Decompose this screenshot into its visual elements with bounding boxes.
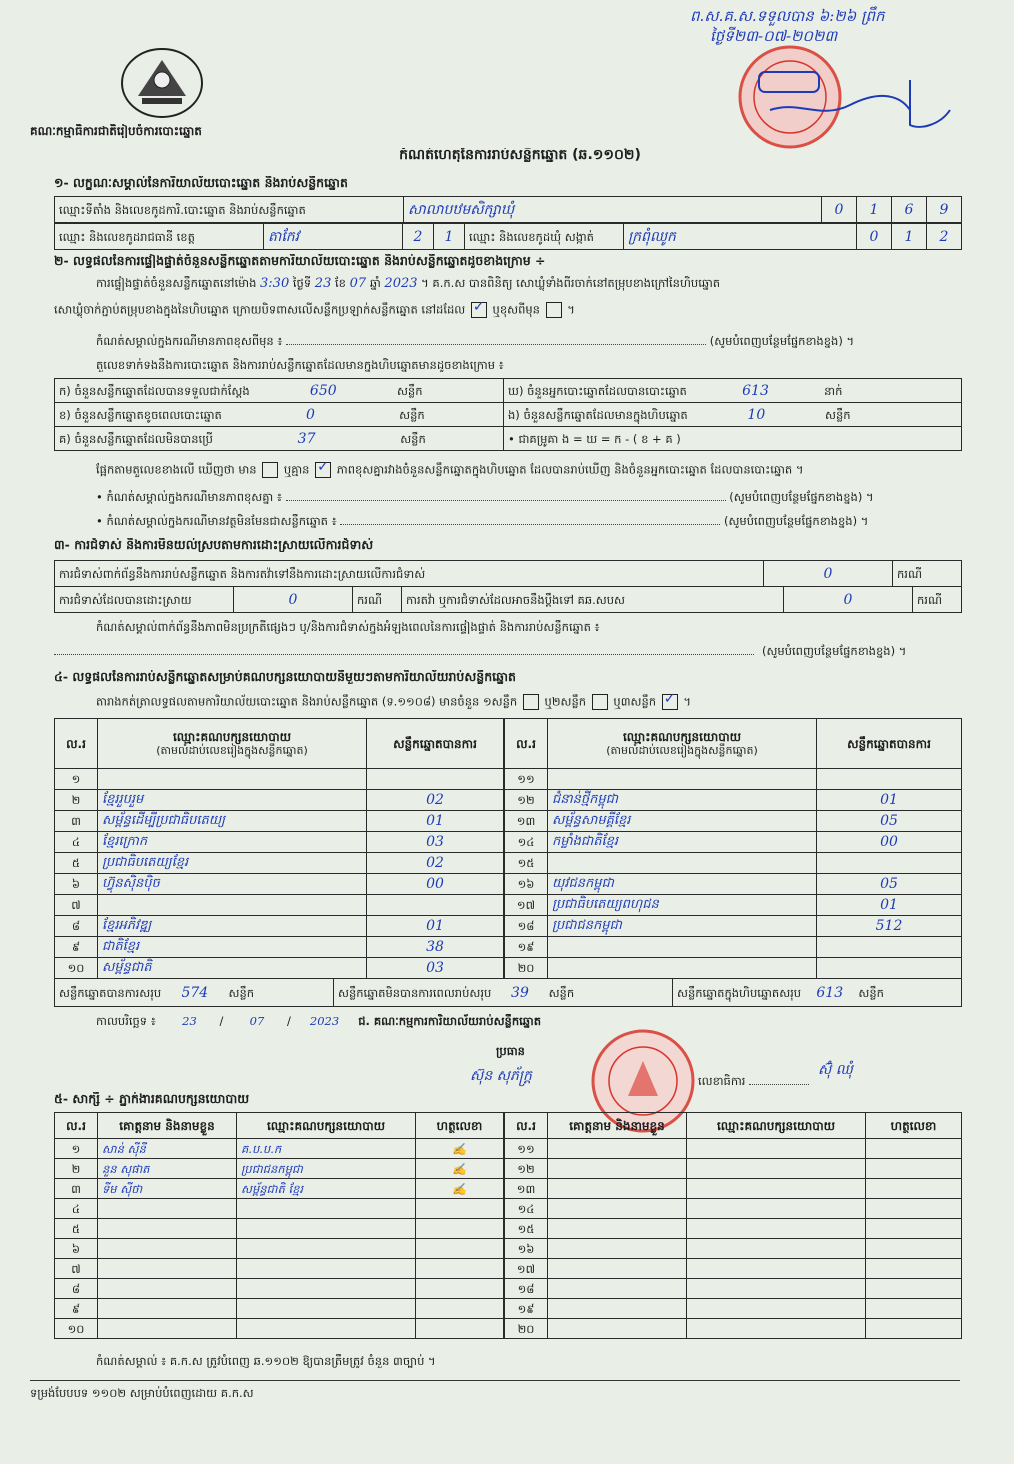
section1-table-row2 xyxy=(54,223,962,250)
witness-signature xyxy=(416,1299,504,1319)
witness-row xyxy=(55,1219,504,1239)
party-votes xyxy=(817,769,962,790)
row-number: ១៣ xyxy=(505,1179,548,1199)
party-name xyxy=(548,958,817,979)
party-votes: 03 xyxy=(367,832,504,853)
party-votes: 02 xyxy=(367,853,504,874)
row-number: ១៦ xyxy=(505,874,548,895)
section5-heading: ៥- សាក្សី ÷ ភ្នាក់ងារគណបក្សនយោបាយ xyxy=(54,1092,250,1106)
party-votes: 05 xyxy=(817,874,962,895)
witness-name xyxy=(548,1159,687,1179)
numbers-table: ក) ចំនួនសន្លឹកឆ្នោតដែលបានទទួលជាក់ស្តែង 650 សន្លឹក ឃ) ចំនួនអ្នកបោះឆ្នោតដែលបានបោះឆ្នោត 613 នាក់ ខ) ចំនួនសន្លឹកឆ្នោតខូចពេលបោះឆ្នោត 0 សន្លឹក ង) ចំនួនសន្លឹកឆ្នោតដែលមានក្នុងហិបឆ្នោត 10 សន្លឹក គ) ចំនួនសន្លឹកឆ្នោតដែលមិនបានប្រើ 37 សន្លឹក • ជាគម្រូគា ង = ឃ = ក - ( ខ + គ ) xyxy=(54,378,962,451)
lock-note-line: កំណត់សម្គាល់ក្នុងករណីមានភាពខុសពីមុន ៖ (សូមបំពេញបន្ថែមផ្នែកខាងខ្នង) ។ xyxy=(96,334,855,348)
results-row xyxy=(505,958,962,979)
signature-scribble xyxy=(760,70,960,140)
results-totals: សន្លឹកឆ្នោតបានការសរុប 574 សន្លឹក សន្លឹកឆ្នោតមិនបានការពេលរាប់សរុប 39 សន្លឹក សន្លឹកឆ្នោតក្នុងហិបឆ្នោតសរុប 613 សន្លឹក xyxy=(54,978,962,1007)
party-votes xyxy=(367,769,504,790)
numbers-intro: តួលេខទាក់ទងនឹងការបោះឆ្នោត និងការរាប់សន្លឹកឆ្នោតដែលមានក្នុងហិបឆ្នោតមានដូចខាងក្រោម ៖ xyxy=(96,358,504,372)
total-valid-votes: 574 xyxy=(181,984,209,1001)
party-name: ខ្មែរ​អភិវឌ្ឍ xyxy=(98,916,367,937)
commune-value: ក្រពុំឈូក xyxy=(624,224,857,250)
row-number: ១៨ xyxy=(505,1279,548,1299)
unexpected-note-line: • កំណត់សម្គាល់ក្នុងករណីមានវត្ថុមិនមែនជាសន្លឹកឆ្នោត ៖ (សូមបំពេញបន្ថែមផ្នែកខាងខ្នង) ។ xyxy=(96,514,869,528)
spoiled-value: 0 xyxy=(306,406,315,423)
location-code-3: 6 xyxy=(892,197,927,223)
secretary-title: លេខាធិការ xyxy=(698,1074,809,1088)
witness-party xyxy=(237,1239,416,1259)
results-row xyxy=(55,874,504,895)
verification-time: 3:30 xyxy=(260,276,290,291)
row-number: ៩ xyxy=(55,1299,98,1319)
row-number: ១៩ xyxy=(505,937,548,958)
witness-row xyxy=(505,1159,962,1179)
party-votes: 00 xyxy=(817,832,962,853)
witness-party xyxy=(687,1139,866,1159)
row-number: ២០ xyxy=(505,958,548,979)
witness-party xyxy=(687,1219,866,1239)
row-number: ១២ xyxy=(505,1159,548,1179)
party-votes: 01 xyxy=(817,895,962,916)
witness-row xyxy=(55,1159,504,1179)
results-row xyxy=(505,937,962,958)
compare-line: ផ្អែកតាមតួលេខខាងលើ ឃើញថា មាន ឬគ្មាន ✓ ភាពខុសគ្នារវាងចំនួនសន្លឹកឆ្នោតក្នុងហិបឆ្នោត ដែលបានរាប់ឃើញ និងចំនួនអ្នកបោះឆ្នោត ដែលបានបោះឆ្នោត ។ xyxy=(96,462,962,478)
witness-name xyxy=(548,1199,687,1219)
receipt-line1: ព.ស.គ.ស.ទទួលបាន ៦:២៦ ព្រឹក xyxy=(690,7,885,25)
results-row xyxy=(55,895,504,916)
location-code-4: 9 xyxy=(927,197,962,223)
province-value: តាកែវ xyxy=(264,224,403,250)
witness-party xyxy=(687,1199,866,1219)
witness-table-left: ល.រ គោត្តនាម និងនាមខ្លួន ឈ្មោះគណបក្សនយោបាយ ហត្ថលេខា ១ សាន់ ស៊ីនី គ.ប.ប.ក ✍ ២ នួន សុផាត ប្រជាជនកម្ពុជា ✍ ៣ ទីម ស៊ីថា សម័្ពន្ធជាតិ ខ្មែរ ✍ ៤ ៥ ៦ ៧ ៨ ៩ ១០ xyxy=(54,1112,504,1339)
irregularity-fill-hint: (សូមបំពេញបន្ថែមផ្នែកខាងខ្នង) ។ xyxy=(762,644,907,658)
witness-signature xyxy=(416,1259,504,1279)
location-value: សាលាបឋមសិក្សាឃុំ xyxy=(404,197,822,223)
witness-row xyxy=(55,1279,504,1299)
witness-signature xyxy=(416,1239,504,1259)
section3-heading: ៣- ការជំទាស់ និងការមិនយល់ស្របតាមការដោះស្រាយលើការជំទាស់ xyxy=(54,538,374,552)
row-number: ២ xyxy=(55,1159,98,1179)
chair-signature: ស៊ុន សុភ័ក្ត្រ xyxy=(470,1068,532,1084)
appeal-label: ការតវ៉ា ឬការជំទាស់ដែលអាចនឹងប្ដឹងទៅ គឆ.សបស xyxy=(402,587,784,613)
witness-row xyxy=(505,1179,962,1199)
commune-label: ឈ្មោះ និងលេខកូដឃុំ សង្កាត់ xyxy=(465,224,624,250)
results-row xyxy=(505,895,962,916)
row-number: ១៩ xyxy=(505,1299,548,1319)
row-number: ៧ xyxy=(55,1259,98,1279)
results-row xyxy=(55,937,504,958)
receipt-note xyxy=(690,6,990,46)
witness-signature xyxy=(416,1219,504,1239)
secretary-signature: ស៊ុំ ឈុំ xyxy=(818,1062,853,1078)
witness-signature xyxy=(866,1259,962,1279)
results-table-right: ល.រ ឈ្មោះគណបក្សនយោបាយ (តាមលំដាប់លេខរៀងក្នុងសន្លឹកឆ្នោត) សន្លឹកឆ្នោតបានការ ១១ ១២ ជំនាន់​ថ្មី​កម្ពុជា 01 ១៣ សម្ព័ន្ធ​សាមគ្គី​ខ្មែរ 05 ១៤ កម្លាំង​ជាតិ​ខ្មែរ 00 ១៥ ១៦ យុវជន​កម្ពុជា 05 ១៧ ប្រជាធិបតេយ្យ​ពហុជន 01 ១៨ ប្រជាជន​កម្ពុជា 512 ១៩ ២០ xyxy=(504,718,962,979)
witness-party: សម័្ពន្ធជាតិ ខ្មែរ xyxy=(237,1179,416,1199)
witness-row xyxy=(55,1199,504,1219)
row-number: ៤ xyxy=(55,832,98,853)
witness-signature xyxy=(866,1319,962,1339)
row-number: ២ xyxy=(55,790,98,811)
row-number: ១១ xyxy=(505,1139,548,1159)
has-diff-checkbox[interactable] xyxy=(262,462,278,478)
witness-name xyxy=(548,1279,687,1299)
resolved-value: 0 xyxy=(234,587,353,613)
row-number: ៦ xyxy=(55,874,98,895)
witness-name xyxy=(98,1299,237,1319)
witness-signature xyxy=(416,1319,504,1339)
witness-row xyxy=(505,1259,962,1279)
witness-party xyxy=(687,1179,866,1199)
signature-date-line: កាលបរិច្ឆេទ ៖ 23 / 07 / 2023 ជ. គណៈកម្មការការិយាល័យរាប់សន្លឹកឆ្នោត xyxy=(96,1014,542,1028)
results-row xyxy=(55,769,504,790)
sign-day: 23 xyxy=(182,1014,197,1028)
witness-party xyxy=(237,1219,416,1239)
results-row xyxy=(505,916,962,937)
witness-party xyxy=(237,1279,416,1299)
province-code-1: 2 xyxy=(403,224,434,250)
objections-table-row2: ការជំទាស់ដែលបានដោះស្រាយ 0 ករណី ការតវ៉ា ឬការជំទាស់ដែលអាចនឹងប្ដឹងទៅ គឆ.សបស 0 ករណី xyxy=(54,586,962,613)
witness-signature: ✍ xyxy=(416,1139,504,1159)
committee-name: គណៈកម្មាធិការជាតិរៀបចំការបោះឆ្នោត xyxy=(30,124,202,138)
formula: • ជាគម្រូគា ង = ឃ = ក - ( ខ + គ ) xyxy=(504,427,962,451)
party-votes: 01 xyxy=(367,916,504,937)
witness-name xyxy=(548,1299,687,1319)
location-label: ឈ្មោះទីតាំង និងលេខកូដការិ.បោះឆ្នោត និងរាប់សន្លឹកឆ្នោត xyxy=(55,197,404,223)
witness-party xyxy=(687,1279,866,1299)
footnote: កំណត់សម្គាល់ ៖ គ.ក.ស ត្រូវបំពេញ ឆ.១១០២ ឱ្យបានត្រឹមត្រូវ ចំនួន ៣ច្បាប់ ។ xyxy=(96,1354,436,1368)
witness-name: ទីម ស៊ីថា xyxy=(98,1179,237,1199)
witness-row xyxy=(505,1139,962,1159)
party-name: យុវជន​កម្ពុជា xyxy=(548,874,817,895)
row-number: ៣ xyxy=(55,811,98,832)
party-name: ជំនាន់​ថ្មី​កម្ពុជា xyxy=(548,790,817,811)
lock-changed-checkbox[interactable] xyxy=(546,302,562,318)
row-number: ៥ xyxy=(55,853,98,874)
witness-signature xyxy=(866,1139,962,1159)
receipt-line2: ថ្ងៃទី២៣-០៧-២០២៣ xyxy=(710,27,838,45)
location-code-2: 1 xyxy=(857,197,892,223)
witness-name xyxy=(98,1319,237,1339)
location-code-1: 0 xyxy=(822,197,857,223)
witness-party xyxy=(687,1239,866,1259)
irregularity-note: កំណត់សម្គាល់ពាក់ព័ន្ធនឹងភាពមិនប្រក្រតីផ្សេងៗ ឬ/និងការជំទាស់ក្នុងអំឡុងពេលនៃការផ្ទៀងផ្ទាត់ និងការរាប់សន្លឹកឆ្នោត ៖ xyxy=(96,620,600,634)
row-number: ៨ xyxy=(55,1279,98,1299)
voters-value: 613 xyxy=(742,382,769,399)
row-number: ២០ xyxy=(505,1319,548,1339)
row-number: ១៧ xyxy=(505,895,548,916)
sign-month: 07 xyxy=(249,1014,265,1028)
witness-row xyxy=(505,1219,962,1239)
results-row xyxy=(505,853,962,874)
row-number: ១៥ xyxy=(505,1219,548,1239)
row-number: ១០ xyxy=(55,958,98,979)
row-number: ៩ xyxy=(55,937,98,958)
witness-row xyxy=(55,1139,504,1159)
party-votes xyxy=(817,853,962,874)
witness-party xyxy=(237,1259,416,1279)
row-number: ១៨ xyxy=(505,916,548,937)
results-row xyxy=(55,958,504,979)
results-row xyxy=(505,769,962,790)
form-title: កំណត់ហេតុនៃការរាប់សន្លឹកឆ្នោត (ឆ.១១០២) xyxy=(399,148,641,162)
witness-party xyxy=(237,1299,416,1319)
witness-party xyxy=(237,1199,416,1219)
party-name: ខ្មែរ​រួបរួម xyxy=(98,790,367,811)
witness-name: សាន់ ស៊ីនី xyxy=(98,1139,237,1159)
received-value: 650 xyxy=(309,382,337,399)
results-row xyxy=(55,790,504,811)
commune-code-2: 1 xyxy=(892,224,927,250)
verification-time-line: ការផ្ទៀងផ្ទាត់ចំនួនសន្លឹកឆ្នោតនៅម៉ោង 3:30 ថ្ងៃទី 23 ខែ 07 ឆ្នាំ 2023 ។ គ.ក.ស បានពិនិត្យ សោឃ្លុំទាំងពីរចាក់នៅតម្រុបខាងក្រៅនៃហិបឆ្នោត xyxy=(96,276,721,291)
two-sheet-checkbox[interactable] xyxy=(592,694,608,710)
row-number: ៨ xyxy=(55,916,98,937)
party-votes: 01 xyxy=(367,811,504,832)
footer-divider xyxy=(30,1380,960,1381)
verification-month: 07 xyxy=(349,276,367,291)
row-number: ៥ xyxy=(55,1219,98,1239)
witness-signature xyxy=(866,1219,962,1239)
emblem-icon xyxy=(118,46,206,120)
chair-title: ប្រធាន xyxy=(496,1044,525,1058)
party-name xyxy=(548,937,817,958)
province-code-2: 1 xyxy=(434,224,465,250)
row-number: ១៤ xyxy=(505,1199,548,1219)
lock-same-checkbox[interactable] xyxy=(471,302,487,318)
commune-code-3: 2 xyxy=(927,224,962,250)
witness-party xyxy=(687,1299,866,1319)
witness-name: នួន សុផាត xyxy=(98,1159,237,1179)
party-votes xyxy=(817,958,962,979)
party-votes: 38 xyxy=(367,937,504,958)
party-votes: 03 xyxy=(367,958,504,979)
witness-row xyxy=(505,1319,962,1339)
witness-signature: ✍ xyxy=(416,1179,504,1199)
witness-party: គ.ប.ប.ក xyxy=(237,1139,416,1159)
witness-row xyxy=(505,1299,962,1319)
province-label: ឈ្មោះ និងលេខកូដរាជធានី ខេត្ត xyxy=(55,224,264,250)
witness-row xyxy=(505,1279,962,1299)
party-name: ជាតិ​ខ្មែរ xyxy=(98,937,367,958)
witness-name xyxy=(548,1259,687,1279)
section1-table xyxy=(54,196,962,223)
results-row xyxy=(55,832,504,853)
in-box-label: ង) ចំនួនសន្លឹកឆ្នោតដែលមានក្នុងហិបឆ្នោត xyxy=(508,407,688,422)
irregularity-note-line xyxy=(54,654,754,655)
party-votes xyxy=(817,937,962,958)
party-name: ហ៊្វុនស៊ិនប៉ិច xyxy=(98,874,367,895)
row-number: ១២ xyxy=(505,790,548,811)
section4-heading: ៤- លទ្ធផលនៃការរាប់សន្លឹកឆ្នោតសម្រាប់គណបក្សនយោបាយនីមួយៗតាមការិយាល័យរាប់សន្លឹកឆ្នោត xyxy=(54,670,516,684)
footer-text: ទម្រង់បែបបទ ១១០២ សម្រាប់បំពេញដោយ គ.ក.ស xyxy=(30,1386,254,1400)
witness-signature xyxy=(416,1199,504,1219)
tally-sheets-line: តារាងកត់ត្រាលទ្ធផលតាមការិយាល័យបោះឆ្នោត និងរាប់សន្លឹកឆ្នោត (ទ.១១០៨) មានចំនួន ១សន្លឹក ឬ២សន្លឹក ឬ៣សន្លឹក ✓ ។ xyxy=(96,694,956,710)
witness-name xyxy=(548,1239,687,1259)
witness-signature xyxy=(866,1199,962,1219)
witness-name xyxy=(98,1259,237,1279)
witness-party xyxy=(687,1159,866,1179)
results-row xyxy=(55,853,504,874)
row-number: ៣ xyxy=(55,1179,98,1199)
section2-heading: ២- លទ្ធផលនៃការផ្ទៀងផ្ទាត់ចំនួនសន្លឹកឆ្នោតតាមការិយាល័យបោះឆ្នោត និងរាប់សន្លឹកឆ្នោតដូចខាងក្រោម ÷ xyxy=(54,254,546,268)
sign-year: 2023 xyxy=(309,1014,340,1028)
party-name: ប្រជាធិបតេយ្យ​ពហុជន xyxy=(548,895,817,916)
party-name: សម្ព័ន្ធ​ដើម្បី​ប្រជាធិបតេយ្យ xyxy=(98,811,367,832)
witness-name xyxy=(98,1279,237,1299)
verification-day: 23 xyxy=(314,276,332,291)
witness-row xyxy=(505,1239,962,1259)
witness-party xyxy=(687,1319,866,1339)
row-number: ១៧ xyxy=(505,1259,548,1279)
objections-table: ការជំទាស់ពាក់ព័ន្ធនឹងការរាប់សន្លឹកឆ្នោត និងការតវ៉ាទៅនឹងការដោះស្រាយលើការជំទាស់ 0 ករណី xyxy=(54,560,962,587)
row-number: ១៦ xyxy=(505,1239,548,1259)
appeal-value: 0 xyxy=(784,587,913,613)
witness-name xyxy=(98,1199,237,1219)
row-number: ១ xyxy=(55,1139,98,1159)
results-row xyxy=(55,811,504,832)
row-number: ១៥ xyxy=(505,853,548,874)
no-diff-checkbox[interactable] xyxy=(315,462,331,478)
party-name: ប្រជាជន​កម្ពុជា xyxy=(548,916,817,937)
results-row xyxy=(505,790,962,811)
resolved-label: ការជំទាស់ដែលបានដោះស្រាយ xyxy=(55,587,234,613)
witness-signature xyxy=(866,1239,962,1259)
total-box-votes: 613 xyxy=(816,984,844,1001)
party-name xyxy=(98,769,367,790)
party-votes: 05 xyxy=(817,811,962,832)
results-table-left: ល.រ ឈ្មោះគណបក្សនយោបាយ (តាមលំដាប់លេខរៀងក្នុងសន្លឹកឆ្នោត) សន្លឹកឆ្នោតបានការ ១ ២ ខ្មែរ​រួបរួម 02 ៣ សម្ព័ន្ធ​ដើម្បី​ប្រជាធិបតេយ្យ 01 ៤ ខ្មែរ​ក្រោក 03 ៥ ប្រជាធិបតេយ្យ​ខ្មែរ 02 ៦ ហ៊្វុនស៊ិនប៉ិច 00 ៧ ៨ ខ្មែរ​អភិវឌ្ឍ 01 ៩ ជាតិ​ខ្មែរ 38 ១០ សម្ព័ន្ធ​ជាតិ 03 xyxy=(54,718,504,979)
party-name: កម្លាំង​ជាតិ​ខ្មែរ xyxy=(548,832,817,853)
received-label: ក) ចំនួនសន្លឹកឆ្នោតដែលបានទទួលជាក់ស្តែង xyxy=(59,383,250,398)
party-votes: 00 xyxy=(367,874,504,895)
witness-name xyxy=(98,1219,237,1239)
party-name xyxy=(548,769,817,790)
three-sheet-checkbox[interactable] xyxy=(662,694,678,710)
lock-status-line: សោឃ្លុំចាក់ភ្ជាប់តម្រុបខាងក្នុងនៃហិបឆ្នោត ក្រោយបិទពាសលើសន្លឹកប្រឡាក់សន្លឹកឆ្នោត នៅដដែល ✓ ឬខុសពីមុន ។ xyxy=(54,302,954,318)
row-number: ៤ xyxy=(55,1199,98,1219)
party-votes: 02 xyxy=(367,790,504,811)
witness-row xyxy=(505,1199,962,1219)
objections-label: ការជំទាស់ពាក់ព័ន្ធនឹងការរាប់សន្លឹកឆ្នោត និងការតវ៉ាទៅនឹងការដោះស្រាយលើការជំទាស់ xyxy=(55,561,764,587)
witness-row xyxy=(55,1179,504,1199)
party-name: សម្ព័ន្ធ​ជាតិ xyxy=(98,958,367,979)
row-number: ១១ xyxy=(505,769,548,790)
row-number: ៦ xyxy=(55,1239,98,1259)
unused-label: គ) ចំនួនសន្លឹកឆ្នោតដែលមិនបានប្រើ xyxy=(59,431,213,446)
party-name xyxy=(98,895,367,916)
in-box-value: 10 xyxy=(747,406,766,423)
witness-name xyxy=(548,1219,687,1239)
row-number: ១៤ xyxy=(505,832,548,853)
witness-table-right: ល.រ គោត្តនាម និងនាមខ្លួន ឈ្មោះគណបក្សនយោបាយ ហត្ថលេខា ១១ ១២ ១៣ ១៤ ១៥ ១៦ ១៧ ១៨ ១៩ ២០ xyxy=(504,1112,962,1339)
witness-signature xyxy=(866,1159,962,1179)
one-sheet-checkbox[interactable] xyxy=(523,694,539,710)
unused-value: 37 xyxy=(297,430,316,447)
witness-signature xyxy=(866,1179,962,1199)
row-number: ១ xyxy=(55,769,98,790)
voters-label: ឃ) ចំនួនអ្នកបោះឆ្នោតដែលបានបោះឆ្នោត xyxy=(508,383,687,398)
witness-signature xyxy=(866,1299,962,1319)
results-row xyxy=(55,916,504,937)
party-name: សម្ព័ន្ធ​សាមគ្គី​ខ្មែរ xyxy=(548,811,817,832)
witness-signature xyxy=(866,1279,962,1299)
party-votes xyxy=(367,895,504,916)
party-votes: 512 xyxy=(817,916,962,937)
row-number: ១០ xyxy=(55,1319,98,1339)
party-name: ប្រជាធិបតេយ្យ​ខ្មែរ xyxy=(98,853,367,874)
witness-row xyxy=(55,1299,504,1319)
witness-party xyxy=(237,1319,416,1339)
diff-note-line: • កំណត់សម្គាល់ក្នុងករណីមានភាពខុសគ្នា ៖ (សូមបំពេញបន្ថែមផ្នែកខាងខ្នង) ។ xyxy=(96,490,874,504)
witness-party xyxy=(687,1259,866,1279)
party-name: ខ្មែរ​ក្រោក xyxy=(98,832,367,853)
results-row xyxy=(505,874,962,895)
row-number: ១៣ xyxy=(505,811,548,832)
witness-party: ប្រជាជនកម្ពុជា xyxy=(237,1159,416,1179)
party-name xyxy=(548,853,817,874)
witness-row xyxy=(55,1239,504,1259)
witness-name xyxy=(548,1319,687,1339)
witness-signature xyxy=(416,1279,504,1299)
total-invalid-votes: 39 xyxy=(511,984,529,1001)
commune-code-1: 0 xyxy=(857,224,892,250)
row-number: ៧ xyxy=(55,895,98,916)
witness-name xyxy=(548,1179,687,1199)
spoiled-label: ខ) ចំនួនសន្លឹកឆ្នោតខូចពេលបោះឆ្នោត xyxy=(59,407,222,422)
witness-row xyxy=(55,1259,504,1279)
section1-heading: ១- លក្ខណៈសម្គាល់នៃការិយាល័យបោះឆ្នោត និងរាប់សន្លឹកឆ្នោត xyxy=(54,176,348,190)
witness-row xyxy=(55,1319,504,1339)
objections-value: 0 xyxy=(764,561,893,587)
witness-signature: ✍ xyxy=(416,1159,504,1179)
witness-name xyxy=(548,1139,687,1159)
witness-name xyxy=(98,1239,237,1259)
results-row xyxy=(505,832,962,853)
results-row xyxy=(505,811,962,832)
verification-year: 2023 xyxy=(384,276,418,291)
party-votes: 01 xyxy=(817,790,962,811)
